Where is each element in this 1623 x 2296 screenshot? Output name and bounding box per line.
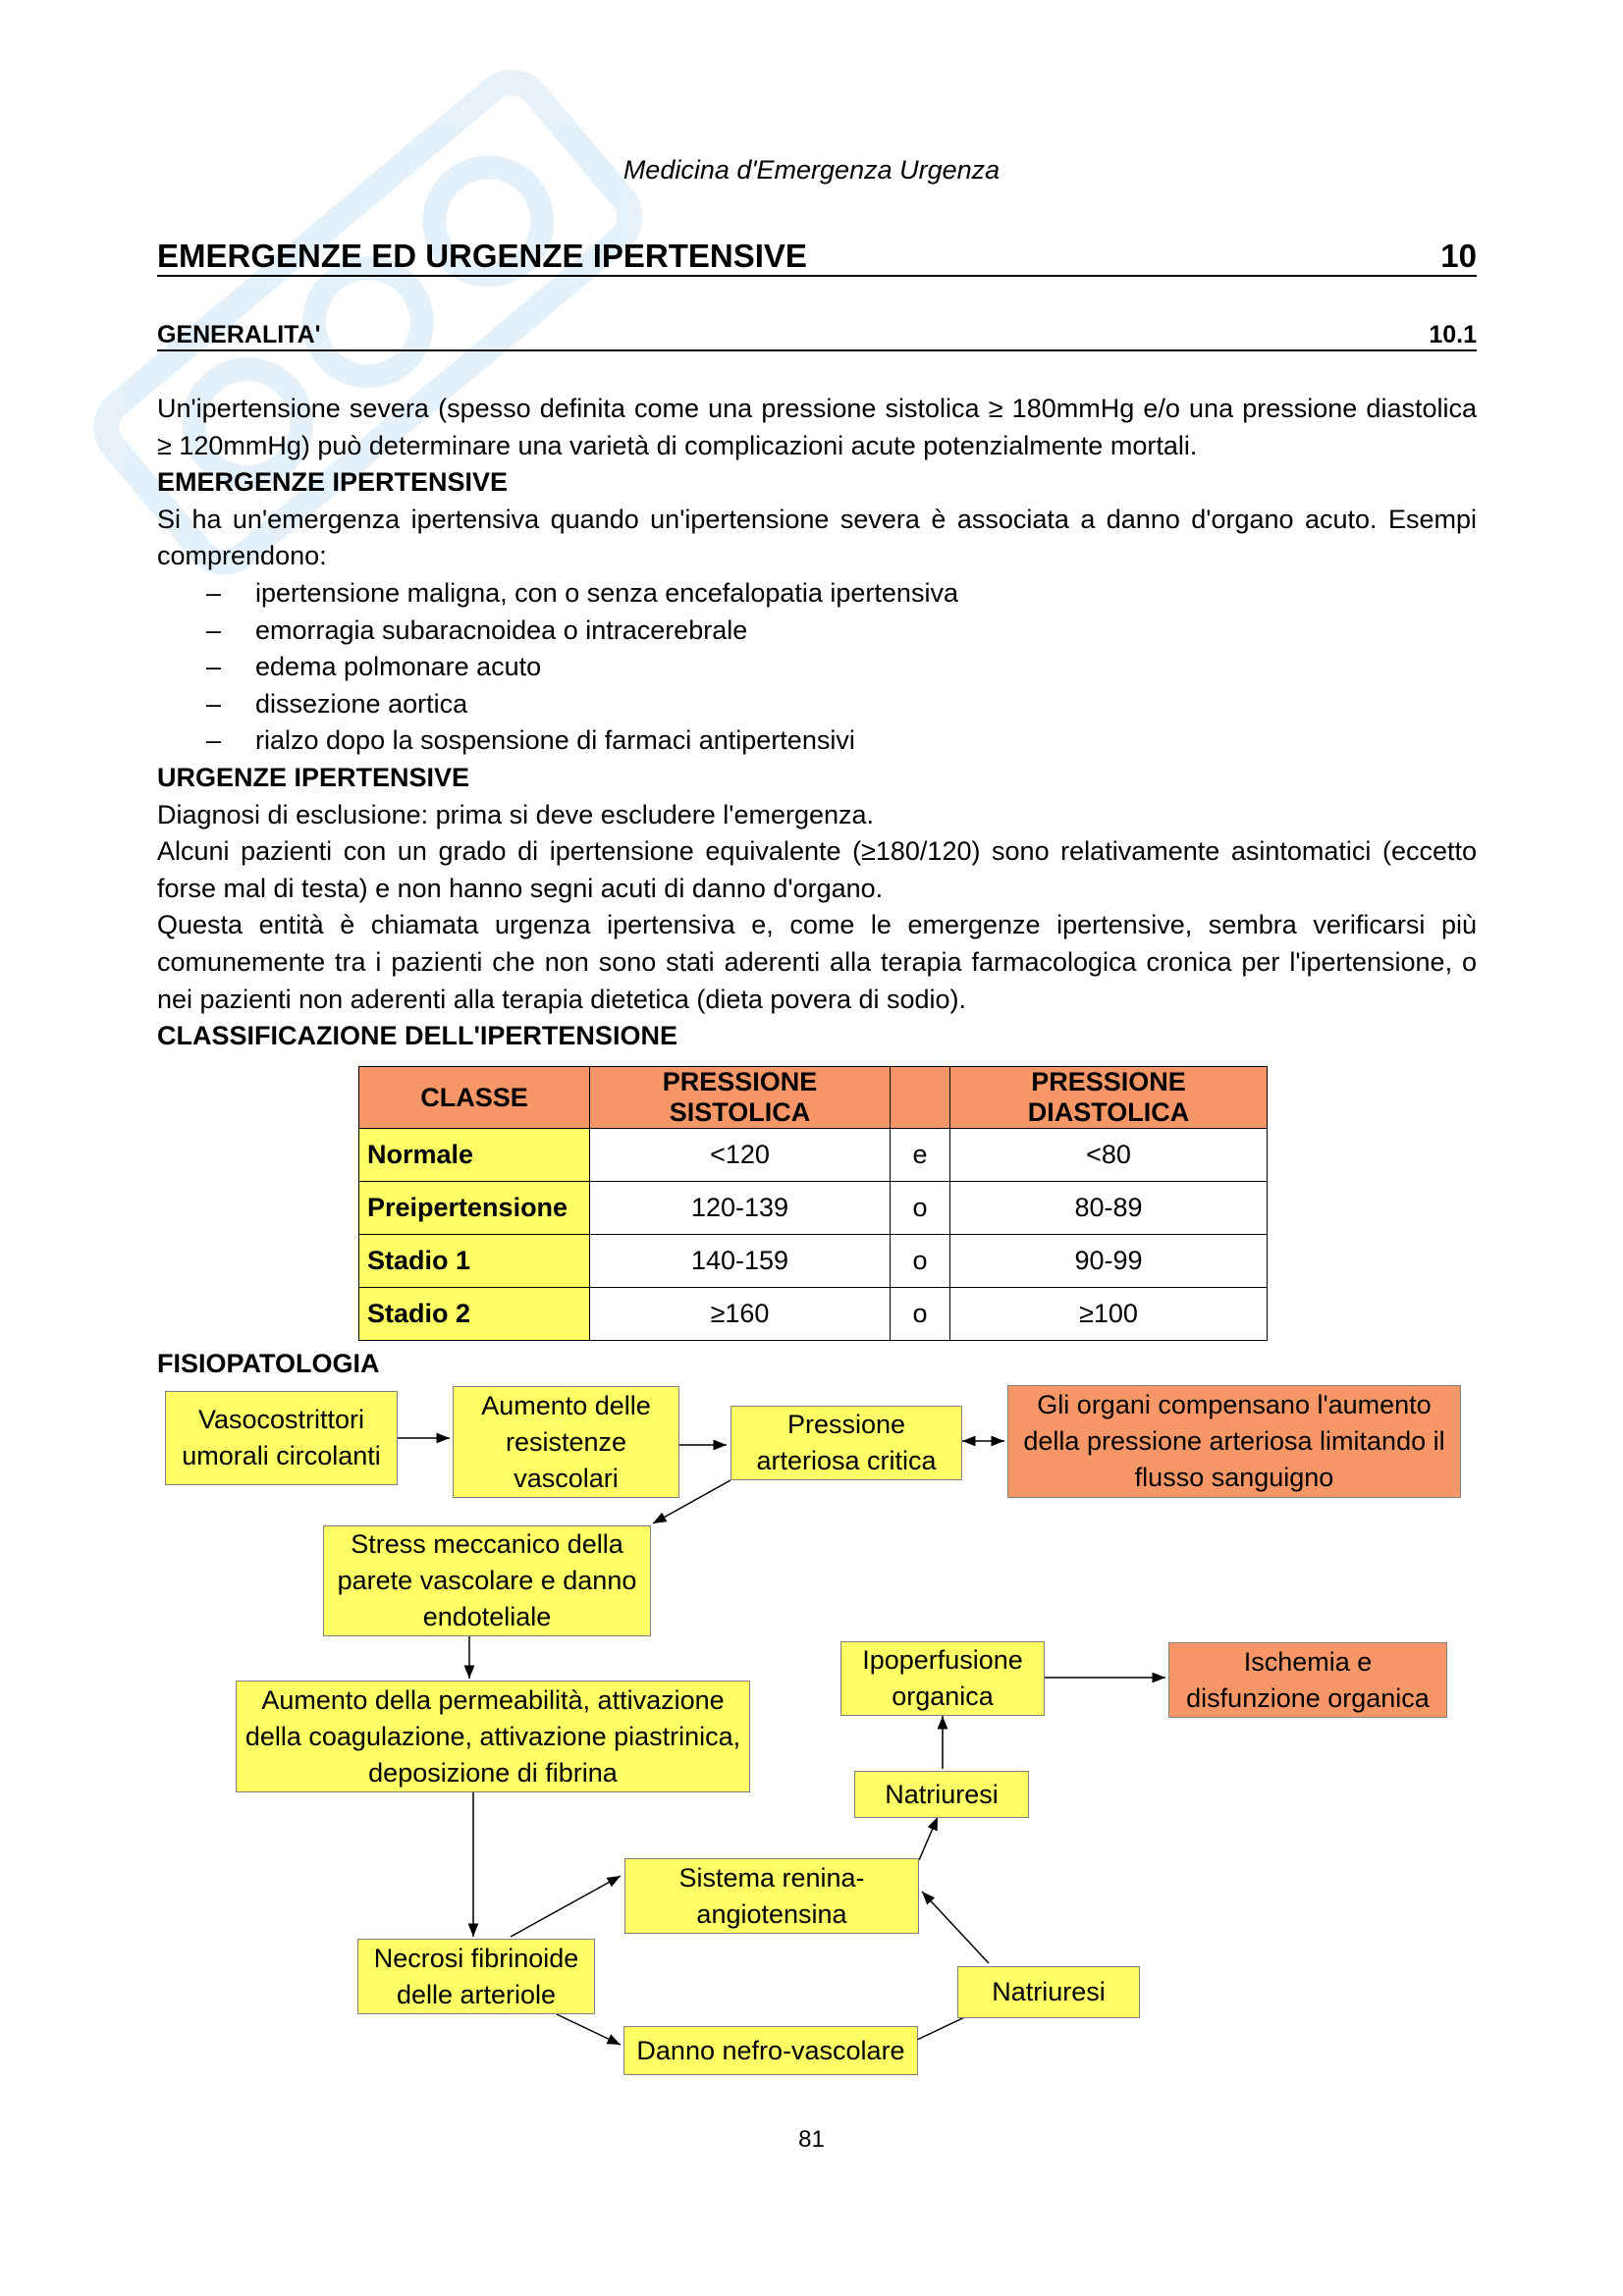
urgenze-heading: URGENZE IPERTENSIVE bbox=[157, 762, 470, 792]
chapter-number: 10 bbox=[1440, 238, 1477, 274]
section-title: GENERALITA' bbox=[157, 321, 321, 348]
cell-sistolica: 140-159 bbox=[590, 1235, 891, 1288]
arrow bbox=[557, 2014, 621, 2045]
emergenze-heading: EMERGENZE IPERTENSIVE bbox=[157, 467, 509, 498]
column-header bbox=[891, 1067, 950, 1129]
table-row bbox=[359, 1129, 1268, 1182]
node-natriuresi-bottom: Natriuresi bbox=[957, 1966, 1140, 2018]
cell-diastolica: 90-99 bbox=[950, 1235, 1268, 1288]
cell-classe: Stadio 1 bbox=[359, 1235, 590, 1288]
classificazione-heading: CLASSIFICAZIONE DELL'IPERTENSIONE bbox=[157, 1021, 677, 1051]
node-vasocostrittori: Vasocostrittori umorali circolanti bbox=[165, 1391, 398, 1485]
node-renina: Sistema renina-angiotensina bbox=[624, 1858, 919, 1934]
column-header: PRESSIONE SISTOLICA bbox=[590, 1067, 891, 1129]
table-header-row bbox=[359, 1067, 1268, 1129]
cell-sistolica: 120-139 bbox=[590, 1182, 891, 1235]
chapter-title: EMERGENZE ED URGENZE IPERTENSIVE bbox=[157, 238, 807, 274]
column-header: CLASSE bbox=[359, 1067, 590, 1129]
node-natriuresi-top: Natriuresi bbox=[854, 1771, 1029, 1818]
list-item: – edema polmonare acuto bbox=[206, 652, 542, 682]
cell-op: o bbox=[891, 1288, 950, 1341]
arrow bbox=[922, 1892, 989, 1963]
fisiopatologia-heading: FISIOPATOLOGIA bbox=[157, 1349, 380, 1378]
emergenze-paragraph: Si ha un'emergenza ipertensiva quando un'ipertensione severa è associata a danno d'organo acuto. Esempi comprendono: bbox=[157, 504, 1477, 571]
arrow bbox=[511, 1876, 621, 1937]
running-header: Medicina d'Emergenza Urgenza bbox=[622, 155, 1001, 185]
page-number: 81 bbox=[798, 2126, 825, 2153]
node-ischemia: Ischemia e disfunzione organica bbox=[1168, 1642, 1447, 1718]
cell-op: o bbox=[891, 1235, 950, 1288]
urgenze-paragraph-2: Alcuni pazienti con un grado di ipertensione equivalente (≥180/120) sono relativamente asintomatici (eccetto forse mal di testa) e non hanno segni acuti di danno d'organo. bbox=[157, 836, 1477, 903]
node-compensano: Gli organi compensano l'aumento della pressione arteriosa limitando il flusso sanguigno bbox=[1007, 1385, 1461, 1498]
node-danno: Danno nefro-vascolare bbox=[623, 2026, 918, 2075]
section-number: 10.1 bbox=[1429, 321, 1477, 348]
node-ipoperfusione: Ipoperfusione organica bbox=[840, 1641, 1045, 1716]
cell-classe: Stadio 2 bbox=[359, 1288, 590, 1341]
list-item: – emorragia subaracnoidea o intracerebrale bbox=[206, 614, 748, 645]
list-item: – ipertensione maligna, con o senza encefalopatia ipertensiva bbox=[206, 577, 958, 608]
cell-diastolica: ≥100 bbox=[950, 1288, 1268, 1341]
node-resistenze: Aumento delle resistenze vascolari bbox=[453, 1386, 679, 1498]
cell-op: e bbox=[891, 1129, 950, 1182]
node-permeabilita: Aumento della permeabilità, attivazione della coagulazione, attivazione piastrinica, deposizione di fibrina bbox=[236, 1681, 750, 1792]
node-necrosi: Necrosi fibrinoide delle arteriole bbox=[357, 1939, 595, 2014]
node-stress: Stress meccanico della parete vascolare e danno endoteliale bbox=[323, 1525, 651, 1636]
node-pressione: Pressione arteriosa critica bbox=[730, 1406, 962, 1480]
section-heading bbox=[157, 316, 1477, 351]
urgenze-paragraph-3: Questa entità è chiamata urgenza ipertensiva e, come le emergenze ipertensive, sembra verificarsi più comunemente tra i pazienti che non sono stati aderenti alla terapia farmacologica cronica per l'ipertensione, o nei pazienti non aderenti alla terapia dietetica (dieta povera di sodio). bbox=[157, 910, 1477, 1014]
column-header: PRESSIONE DIASTOLICA bbox=[950, 1067, 1268, 1129]
list-item: – dissezione aortica bbox=[206, 688, 468, 719]
list-item: – rialzo dopo la sospensione di farmaci antipertensivi bbox=[206, 725, 855, 756]
table-row bbox=[359, 1288, 1268, 1341]
cell-sistolica: <120 bbox=[590, 1129, 891, 1182]
cell-classe: Normale bbox=[359, 1129, 590, 1182]
intro-paragraph: Un'ipertensione severa (spesso definita come una pressione sistolica ≥ 180mmHg e/o una pressione diastolica ≥ 120mmHg) può determinare una varietà di complicazioni acute potenzialmente mortali. bbox=[157, 394, 1477, 460]
cell-diastolica: 80-89 bbox=[950, 1182, 1268, 1235]
arrow bbox=[919, 1817, 938, 1860]
cell-classe: Preipertensione bbox=[359, 1182, 590, 1235]
body-text bbox=[157, 391, 1477, 1055]
cell-diastolica: <80 bbox=[950, 1129, 1268, 1182]
cell-sistolica: ≥160 bbox=[590, 1288, 891, 1341]
table-row bbox=[359, 1182, 1268, 1235]
cell-op: o bbox=[891, 1182, 950, 1235]
table-row bbox=[359, 1235, 1268, 1288]
chapter-heading bbox=[157, 234, 1477, 277]
classification-table bbox=[358, 1066, 1268, 1341]
urgenze-paragraph-1: Diagnosi di esclusione: prima si deve escludere l'emergenza. bbox=[157, 799, 875, 829]
emergenze-list bbox=[157, 575, 1477, 760]
